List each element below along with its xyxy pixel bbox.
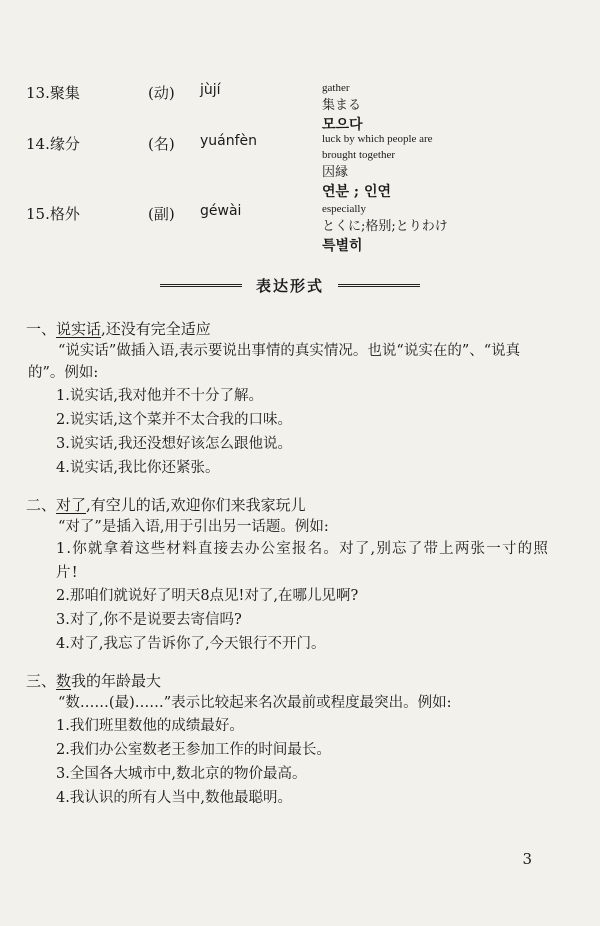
grammar-keyword: 对了 bbox=[56, 496, 87, 514]
vocab-japanese: 集まる bbox=[322, 98, 362, 113]
vocab-korean: 특별히 bbox=[322, 238, 363, 254]
vocab-translations bbox=[322, 80, 522, 135]
vocab-word: 15.格外 bbox=[26, 205, 80, 223]
example-line: 片! bbox=[56, 565, 79, 581]
section-header bbox=[160, 275, 420, 295]
explanation-line: 的”。例如: bbox=[28, 365, 99, 381]
section-title: 表达形式 bbox=[255, 277, 324, 295]
page-number: 3 bbox=[522, 850, 532, 868]
grammar-explanation-2 bbox=[28, 516, 568, 538]
example-line: 3.全国各大城市中,数北京的物价最高。 bbox=[56, 766, 307, 782]
vocab-japanese: 因縁 bbox=[322, 165, 349, 180]
grammar-phrase: ,有空儿的话,欢迎你们来我家玩儿 bbox=[86, 496, 306, 514]
example-line: 4.对了,我忘了告诉你了,今天银行不开门。 bbox=[56, 636, 326, 652]
example-line-wrapped bbox=[56, 537, 584, 585]
vocab-english: gather bbox=[322, 82, 350, 94]
explanation-line: “说实话”做插入语,表示要说出事情的真实情况。也说“说实在的”、“说真 bbox=[58, 343, 521, 359]
divider bbox=[338, 284, 420, 287]
example-line: 4.我认识的所有人当中,数他最聪明。 bbox=[56, 790, 292, 806]
vocab-part-of-speech: (副) bbox=[148, 205, 175, 223]
vocab-korean: 연분 ; 인연 bbox=[322, 184, 392, 200]
vocab-pinyin: jùjí bbox=[200, 82, 221, 98]
vocab-korean: 모으다 bbox=[322, 117, 363, 133]
vocab-japanese: とくに;格别;とりわけ bbox=[322, 219, 448, 234]
example-line: 3.说实话,我还没想好该怎么跟他说。 bbox=[56, 436, 292, 452]
vocab-part-of-speech: (动) bbox=[148, 84, 175, 102]
example-line: 1.我们班里数他的成绩最好。 bbox=[56, 718, 244, 734]
vocab-word: 13.聚集 bbox=[26, 84, 80, 102]
grammar-prefix: 一、 bbox=[26, 320, 57, 338]
vocab-pinyin: yuánfèn bbox=[200, 133, 258, 149]
vocab-part-of-speech: (名) bbox=[148, 135, 175, 153]
vocab-english: luck by which people are bbox=[322, 133, 433, 145]
example-line: 3.对了,你不是说要去寄信吗? bbox=[56, 612, 242, 628]
grammar-keyword: 说实话 bbox=[56, 320, 102, 338]
grammar-phrase: ,还没有完全适应 bbox=[101, 320, 211, 338]
grammar-explanation-3 bbox=[28, 692, 568, 714]
example-line: 1.说实话,我对他并不十分了解。 bbox=[56, 388, 263, 404]
example-line: 2.说实话,这个菜并不太合我的口味。 bbox=[56, 412, 292, 428]
vocab-pinyin: géwài bbox=[200, 203, 242, 219]
grammar-prefix: 三、 bbox=[26, 672, 57, 690]
grammar-prefix: 二、 bbox=[26, 496, 57, 514]
example-line: 2.那咱们就说好了明天8点见!对了,在哪儿见啊? bbox=[56, 588, 359, 604]
grammar-title-3 bbox=[26, 670, 161, 691]
vocab-word: 14.缘分 bbox=[26, 135, 80, 153]
vocab-translations bbox=[322, 131, 522, 202]
explanation-line: “数……(最)……”表示比较起来名次最前或程度最突出。例如: bbox=[58, 695, 452, 711]
example-line: 1.你就拿着这些材料直接去办公室报名。对了,别忘了带上两张一寸的照 bbox=[56, 541, 550, 557]
grammar-title-1 bbox=[26, 318, 211, 339]
vocab-english: especially bbox=[322, 203, 366, 215]
grammar-keyword: 数 bbox=[56, 672, 72, 690]
vocab-english: brought together bbox=[322, 149, 396, 161]
vocab-translations bbox=[322, 201, 522, 256]
grammar-title-2 bbox=[26, 494, 306, 515]
divider bbox=[160, 284, 242, 287]
example-line: 2.我们办公室数老王参加工作的时间最长。 bbox=[56, 742, 331, 758]
grammar-explanation-1 bbox=[28, 340, 568, 384]
grammar-phrase: 我的年龄最大 bbox=[71, 672, 162, 690]
explanation-line: “对了”是插入语,用于引出另一话题。例如: bbox=[58, 519, 329, 535]
example-line: 4.说实话,我比你还紧张。 bbox=[56, 460, 220, 476]
